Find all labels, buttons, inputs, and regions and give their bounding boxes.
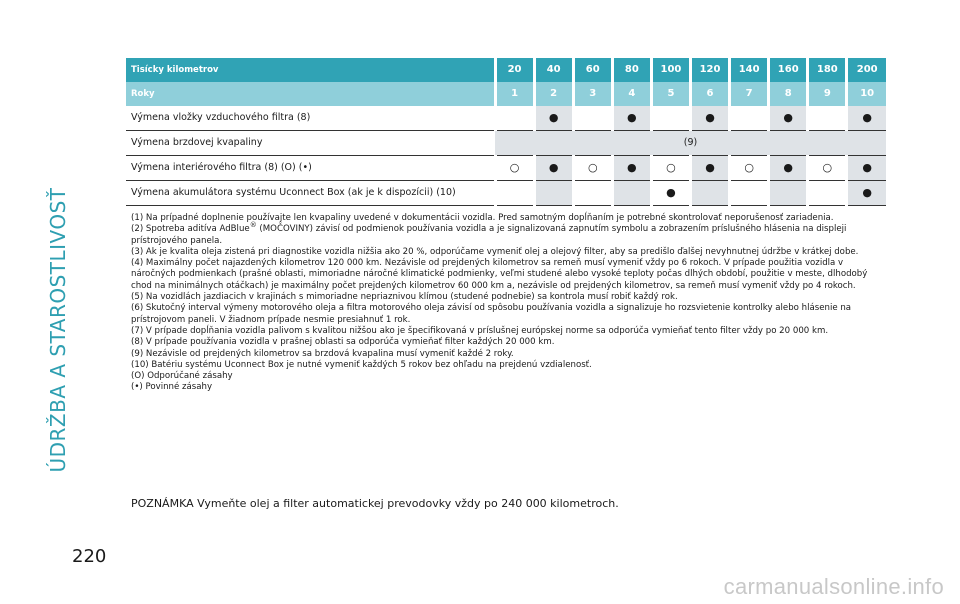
schedule-cell: ● — [612, 156, 651, 181]
row-label: Výmena vložky vzduchového filtra (8) — [126, 106, 495, 131]
footnote-8: (8) V prípade používania vozidla v prašnej oblasti sa odporúča vymieňať filter každých 20 000 km. — [131, 337, 555, 348]
header-row-years — [126, 82, 886, 106]
schedule-cell: ● — [534, 156, 573, 181]
schedule-cell — [495, 106, 534, 131]
schedule-cell: ● — [769, 106, 808, 131]
footnote-1: (1) Na prípadné doplnenie používajte len kvapaliny uvedené v dokumentácii vozidla. Pred samotným dopĺňaním je potrebné skontrolovať neporušenosť zariadenia. — [131, 213, 834, 223]
header-row-kilometers — [126, 58, 886, 82]
schedule-cell: ● — [690, 156, 729, 181]
schedule-cell: ● — [534, 106, 573, 131]
row-label: Výmena brzdovej kvapaliny — [126, 131, 495, 156]
schedule-cell: ● — [847, 106, 886, 131]
footnote-2 — [131, 221, 883, 247]
header-km-cell: 200 — [847, 58, 886, 82]
header-year-cell: 6 — [690, 82, 729, 106]
table-row-air-filter — [126, 106, 886, 131]
footnote-2-text-cont: (MOČOVINY) závisí od podmienok používania vozidla a je signalizovaná zapnutím symbolu a zobrazením príslušného hlásenia na displeji prístrojového panela. — [131, 224, 847, 246]
schedule-cell: ● — [651, 181, 690, 206]
table-row-brake-fluid — [126, 131, 886, 156]
schedule-cell — [730, 181, 769, 206]
header-year-cell: 7 — [730, 82, 769, 106]
schedule-cell: ○ — [573, 156, 612, 181]
schedule-cell: ○ — [808, 156, 847, 181]
header-km-cell: 180 — [808, 58, 847, 82]
header-year-cell: 4 — [612, 82, 651, 106]
header-km-cell: 20 — [495, 58, 534, 82]
page-number: 220 — [72, 546, 107, 567]
footnote-7: (7) V prípade dopĺňania vozidla palivom s kvalitou nižšou ako je špecifikovaná v príslušnej európskej norme sa odporúča vymieňať tento filter vždy po 20 000 km. — [131, 325, 829, 336]
row-label: Výmena interiérového filtra (8) (O) (•) — [126, 156, 495, 181]
header-km-cell: 60 — [573, 58, 612, 82]
header-km-cell: 40 — [534, 58, 573, 82]
schedule-span-cell: (9) — [495, 131, 886, 156]
footnote-6: (6) Skutočný interval výmeny motorového oleja a filtra motorového oleja závisí od spôsobu používania vozidla a signalizuje ho rozsvietenie kontrolky alebo hlásenie na prístrojovom paneli. V žiadnom prípade nesmie presiahnuť 1 rok. — [131, 303, 852, 325]
footnote-4: (4) Maximálny počet najazdených kilometrov 120 000 km. Nezávisle od prejdených kilometrov sa remeň musí vymeniť vždy po 6 rokoch. V prípade použitia vozidla v náročných podmienkach (prašné oblasti, mimoriadne náročné klimatické podmienky, veľmi studené alebo vysoké teploty počas dlhých období, použitie v meste, dlhodobý chod na minimálnych otáčkach) je maximálny počet prejdených kilometrov 60 000 km a, nezávisle od prejdených kilometrov, sa remeň musí vymeniť vždy po 4 rokoch. — [131, 258, 868, 291]
header-year-cell: 3 — [573, 82, 612, 106]
schedule-cell: ● — [769, 156, 808, 181]
header-km-cell: 160 — [769, 58, 808, 82]
schedule-cell — [495, 181, 534, 206]
maintenance-schedule-table — [126, 58, 886, 206]
table-row-cabin-filter — [126, 156, 886, 181]
schedule-cell: ● — [690, 106, 729, 131]
footnote-9: (9) Nezávisle od prejdených kilometrov sa brzdová kvapalina musí vymeniť každé 2 roky. — [131, 348, 514, 359]
header-year-cell: 9 — [808, 82, 847, 106]
schedule-cell — [573, 181, 612, 206]
header-km-cell: 100 — [651, 58, 690, 82]
legend-mandatory: (•) Povinné zásahy — [131, 382, 213, 393]
header-km-cell: 80 — [612, 58, 651, 82]
header-year-cell: 5 — [651, 82, 690, 106]
schedule-cell — [612, 181, 651, 206]
schedule-cell — [808, 106, 847, 131]
schedule-cell — [573, 106, 612, 131]
footnote-3: (3) Ak je kvalita oleja zistená pri diagnostike vozidla nižšia ako 20 %, odporúčame vymeniť olej a olejový filter, aby sa predišlo ďalšej nevyhnutnej údržbe v krátkej dobe. — [131, 246, 859, 257]
header-year-cell: 2 — [534, 82, 573, 106]
header-kilometers-label: Tisícky kilometrov — [126, 58, 495, 82]
schedule-cell — [769, 181, 808, 206]
section-title-vertical: ÚDRŽBA A STAROSTLIVOSŤ — [46, 187, 70, 473]
schedule-cell — [808, 181, 847, 206]
header-year-cell: 10 — [847, 82, 886, 106]
schedule-cell — [651, 106, 690, 131]
legend-recommended: (O) Odporúčané zásahy — [131, 371, 233, 382]
schedule-cell: ● — [847, 181, 886, 206]
header-km-cell: 120 — [690, 58, 729, 82]
schedule-cell — [730, 106, 769, 131]
schedule-cell: ○ — [495, 156, 534, 181]
schedule-cell — [534, 181, 573, 206]
header-year-cell: 1 — [495, 82, 534, 106]
header-years-label: Roky — [126, 82, 495, 106]
footnote-2-text: (2) Spotreba aditíva AdBlue — [131, 224, 250, 235]
footnotes — [131, 213, 883, 394]
registered-mark: ® — [249, 221, 257, 230]
schedule-cell — [690, 181, 729, 206]
schedule-cell: ○ — [730, 156, 769, 181]
header-km-cell: 140 — [730, 58, 769, 82]
table-row-uconnect-battery — [126, 181, 886, 206]
note-automatic-transmission: POZNÁMKA Vymeňte olej a filter automatickej prevodovky vždy po 240 000 kilometroch. — [131, 497, 619, 510]
schedule-cell: ○ — [651, 156, 690, 181]
footnote-5: (5) Na vozidlách jazdiacich v krajinách s mimoriadne nepriaznivou klímou (studené podnebie) sa kontrola musí robiť každý rok. — [131, 292, 678, 303]
watermark: carmanualsonline.info — [723, 574, 944, 599]
schedule-cell: ● — [612, 106, 651, 131]
row-label: Výmena akumulátora systému Uconnect Box (ak je k dispozícii) (10) — [126, 181, 495, 206]
footnote-10: (10) Batériu systému Uconnect Box je nutné vymeniť každých 5 rokov bez ohľadu na prejdenú vzdialenosť. — [131, 359, 592, 370]
header-year-cell: 8 — [769, 82, 808, 106]
schedule-cell: ● — [847, 156, 886, 181]
